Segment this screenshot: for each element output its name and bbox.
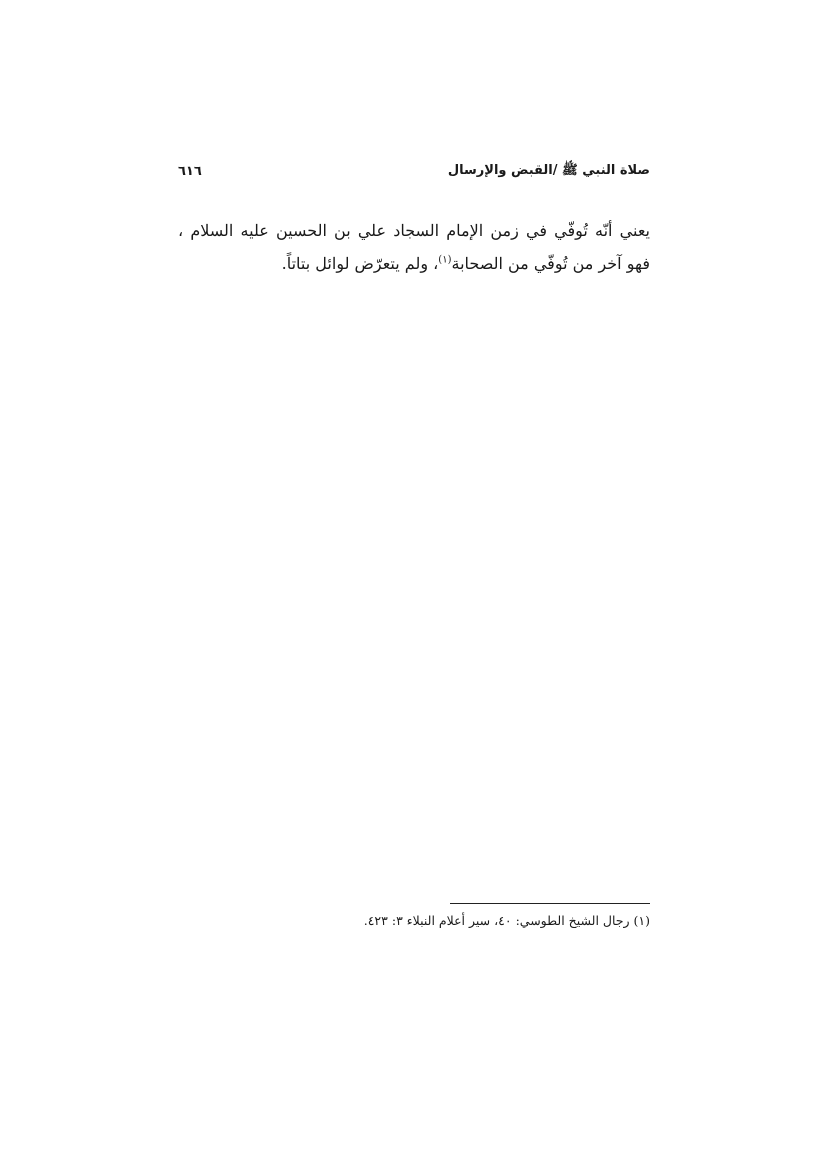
- body-text-end: ، ولم يتعرّض لوائل بتاتاً.: [281, 254, 439, 273]
- footnote-divider: [450, 903, 650, 904]
- running-header: [178, 160, 650, 182]
- body-text-main: يعني أنّه تُوفّي في زمن الإمام السجاد علي بن الحسين عليه السلام ، فهو آخر من تُوفّي من الصحابة: [178, 221, 650, 273]
- body-paragraph: [178, 214, 650, 280]
- header-title: صلاة النبي ﷺ /القبض والإرسال: [447, 162, 650, 178]
- page-number: ٦١٦: [178, 163, 202, 179]
- footnote-1: (١) رجال الشيخ الطوسي: ٤٠، سير أعلام النبلاء ٣: ٤٢٣.: [363, 913, 650, 928]
- footnote-reference: (١): [438, 254, 452, 266]
